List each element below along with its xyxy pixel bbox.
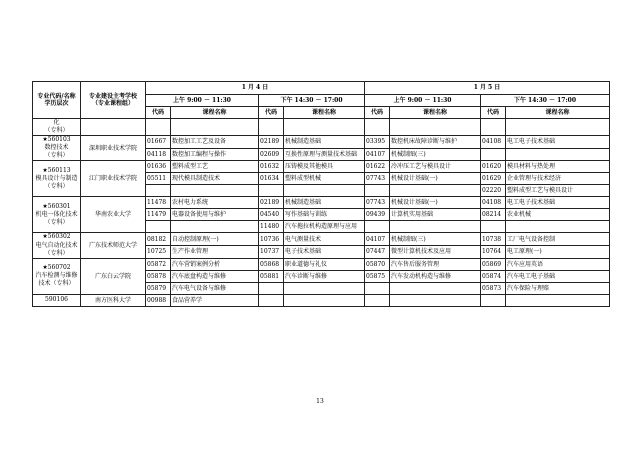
course-code-cell [259,294,284,306]
course-name-cell [284,119,365,136]
course-code-cell: 01667 [146,136,171,149]
header-day1: 1 月 4 日 [146,82,365,95]
course-name-cell [390,221,481,233]
course-code-cell: 02189 [259,136,284,149]
course-code-cell: 02609 [259,148,284,161]
page-number: 13 [316,398,324,405]
exam-schedule-table [32,81,610,307]
course-name-cell: 现代模具制造技术 [171,173,259,185]
major-line: 汽车检测与维修 [35,272,78,280]
header-day1-pm: 下午 14:30 － 17:00 [259,95,365,107]
course-name-cell [171,119,259,136]
course-code-cell: 11480 [259,221,284,233]
school-cell: 南方医科大学 [81,294,146,306]
course-code-cell: 11478 [146,197,171,209]
course-code-cell: 05868 [259,258,284,270]
header-code: 代码 [481,107,506,119]
course-code-cell: 05879 [146,282,171,294]
course-name-cell: 塑料成型工艺与模具设计 [506,185,610,197]
course-name-cell: 压铸模及其他模具 [284,161,365,173]
course-code-cell: 01620 [481,161,506,173]
header-row-days [33,82,610,95]
course-code-cell [481,119,506,136]
major-line: （专科） [44,152,69,160]
course-name-cell [171,221,259,233]
course-name-cell: 电工电子技术基础 [506,136,610,149]
course-name-cell: 电子技术基础 [284,246,365,259]
course-name-cell [506,294,610,306]
major-line: （专科） [44,127,69,135]
course-name-cell: 电气测量技术 [284,233,365,246]
course-code-cell: 10736 [259,233,284,246]
major-line: 590106 [45,296,68,304]
course-code-cell: 01622 [365,161,390,173]
course-code-cell: 05875 [365,270,390,282]
table-row [33,233,610,246]
major-cell [33,294,81,306]
header-major: 专业代码/名称 学历层次 [33,82,81,119]
course-code-cell [146,221,171,233]
major-line: ★560702 [42,264,71,272]
course-name-cell: 企业管理与技术经济 [506,173,610,185]
course-code-cell [481,221,506,233]
course-code-cell: 01636 [146,161,171,173]
course-name-cell: 机械设计基础(一) [390,197,481,209]
course-code-cell [259,119,284,136]
table-row [33,197,610,209]
major-line: 数控技术 [44,144,69,152]
major-line: （专科） [44,219,69,227]
course-name-cell: 汽车电气设备与维修 [171,282,259,294]
course-name-cell [390,294,481,306]
course-code-cell: 07743 [365,197,390,209]
major-line: （专科） [44,249,69,257]
major-line: ★560103 [42,136,71,144]
course-name-cell: 电器设备使用与维护 [171,209,259,221]
course-code-cell: 10737 [259,246,284,259]
major-cell [33,161,81,197]
header-course: 课程名称 [390,107,481,119]
major-line: ★560301 [42,202,71,210]
course-code-cell: 01629 [481,173,506,185]
course-code-cell: 05881 [259,270,284,282]
school-cell: 深圳职业技术学院 [81,136,146,161]
major-cell [33,233,81,258]
header-school: 专业建设主考学校 （专业课程组） [81,82,146,119]
course-name-cell: 冷冲压工艺与模具设计 [390,161,481,173]
course-name-cell: 数控加工编程与操作 [171,148,259,161]
course-name-cell: 汽车底盘构造与维修 [171,270,259,282]
major-cell [33,258,81,294]
course-name-cell: 农村电力系统 [171,197,259,209]
course-code-cell: 10738 [481,233,506,246]
course-name-cell: 计算机实用基础 [390,209,481,221]
school-cell: 江门职业技术学院 [81,161,146,197]
school-cell: 广东技术师范大学 [81,233,146,258]
header-course: 课程名称 [284,107,365,119]
course-name-cell: 数控机床故障诊断与维护 [390,136,481,149]
course-name-cell: 机械制图(三) [390,233,481,246]
course-name-cell: 数控加工工艺及设备 [171,136,259,149]
course-code-cell [365,294,390,306]
course-name-cell [506,119,610,136]
course-code-cell [146,119,171,136]
course-code-cell [146,185,171,197]
major-line: 化 [53,119,60,126]
course-name-cell: 模具材料与热处理 [506,161,610,173]
course-name-cell: 生产作业管理 [171,246,259,259]
header-course: 课程名称 [506,107,610,119]
course-name-cell: 汽车发动机构造与维修 [390,270,481,282]
major-line: 电气自动化技术 [35,241,78,249]
course-name-cell: 微型计算机技术及应用 [390,246,481,259]
course-name-cell: 汽车营销案例分析 [171,258,259,270]
course-code-cell: 05878 [146,270,171,282]
course-code-cell: 10764 [481,246,506,259]
header-day2: 1 月 5 日 [365,82,610,95]
course-name-cell [284,282,365,294]
major-cell [33,136,81,161]
header-day1-am: 上午 9:00 － 11:30 [146,95,259,107]
header-code: 代码 [259,107,284,119]
course-name-cell: 农业机械 [506,209,610,221]
major-line: 技术（专科） [38,280,75,288]
school-cell [81,119,146,136]
course-code-cell: 10725 [146,246,171,259]
table-row [33,161,610,173]
course-name-cell: 汽车应用英语 [506,258,610,270]
course-name-cell: 写作基础与训练 [284,209,365,221]
course-name-cell: 汽车诊断与维修 [284,270,365,282]
course-code-cell: 02189 [259,197,284,209]
course-name-cell [390,282,481,294]
course-name-cell [171,185,259,197]
course-code-cell: 03395 [365,136,390,149]
course-name-cell: 职业道德与礼仪 [284,258,365,270]
course-code-cell: 05872 [146,258,171,270]
course-name-cell: 机械制造基础 [284,197,365,209]
course-code-cell: 08214 [481,209,506,221]
major-line: （专科） [44,183,69,191]
course-name-cell: 电工电子技术基础 [506,197,610,209]
course-code-cell [365,221,390,233]
course-code-cell: 09439 [365,209,390,221]
major-line: 模具设计与制造 [35,174,78,182]
course-code-cell: 05869 [481,258,506,270]
course-code-cell: 01632 [259,161,284,173]
major-cell [33,197,81,233]
table-row [33,136,610,149]
table-row [33,258,610,270]
table-row [33,119,610,136]
course-code-cell: 07743 [365,173,390,185]
course-code-cell [365,282,390,294]
major-line: ★560302 [42,233,71,241]
course-code-cell: 07447 [365,246,390,259]
course-code-cell: 11479 [146,209,171,221]
course-code-cell: 08182 [146,233,171,246]
course-code-cell: 05873 [481,282,506,294]
course-name-cell: 塑料成型机械 [284,173,365,185]
course-code-cell: 04118 [146,148,171,161]
header-day2-pm: 下午 14:30 － 17:00 [481,95,610,107]
course-name-cell: 机械设计基础(一) [390,173,481,185]
course-name-cell: 机械制图(三) [390,148,481,161]
course-name-cell: 自动控制原理(一) [171,233,259,246]
course-code-cell: 05511 [146,173,171,185]
header-code: 代码 [146,107,171,119]
major-cell [33,119,81,136]
course-name-cell: 汽车电工电子基础 [506,270,610,282]
major-line: 机电一体化技术 [35,210,78,218]
course-code-cell: 05870 [365,258,390,270]
course-name-cell [506,221,610,233]
header-course: 课程名称 [171,107,259,119]
course-code-cell: 01634 [259,173,284,185]
course-name-cell: 电工原理(一) [506,246,610,259]
course-name-cell: 汽车拖拉机构造原理与应用 [284,221,365,233]
course-code-cell: 04107 [365,148,390,161]
course-code-cell: 05874 [481,270,506,282]
table-row [33,294,610,306]
course-code-cell [365,119,390,136]
course-name-cell [284,185,365,197]
major-line: ★560113 [42,166,71,174]
course-name-cell [390,185,481,197]
course-code-cell [365,185,390,197]
course-name-cell: 塑料成型工艺 [171,161,259,173]
header-day2-am: 上午 9:00 － 11:30 [365,95,481,107]
course-code-cell [481,294,506,306]
header-code: 代码 [365,107,390,119]
course-code-cell: 04107 [365,233,390,246]
course-code-cell: 04108 [481,136,506,149]
course-name-cell: 互换性原理与测量技术基础 [284,148,365,161]
course-name-cell: 汽车售后服务管理 [390,258,481,270]
course-name-cell: 工厂电气设备控制 [506,233,610,246]
course-name-cell [284,294,365,306]
course-name-cell [390,119,481,136]
course-name-cell: 食品营养学 [171,294,259,306]
course-code-cell: 04540 [259,209,284,221]
course-code-cell [259,282,284,294]
course-name-cell: 汽车保险与理赔 [506,282,610,294]
course-code-cell: 00988 [146,294,171,306]
course-code-cell: 04108 [481,197,506,209]
school-cell: 广东白云学院 [81,258,146,294]
course-code-cell [259,185,284,197]
course-code-cell: 02220 [481,185,506,197]
school-cell: 华南农业大学 [81,197,146,233]
course-name-cell: 机械制造基础 [284,136,365,149]
course-code-cell [481,148,506,161]
course-name-cell [506,148,610,161]
